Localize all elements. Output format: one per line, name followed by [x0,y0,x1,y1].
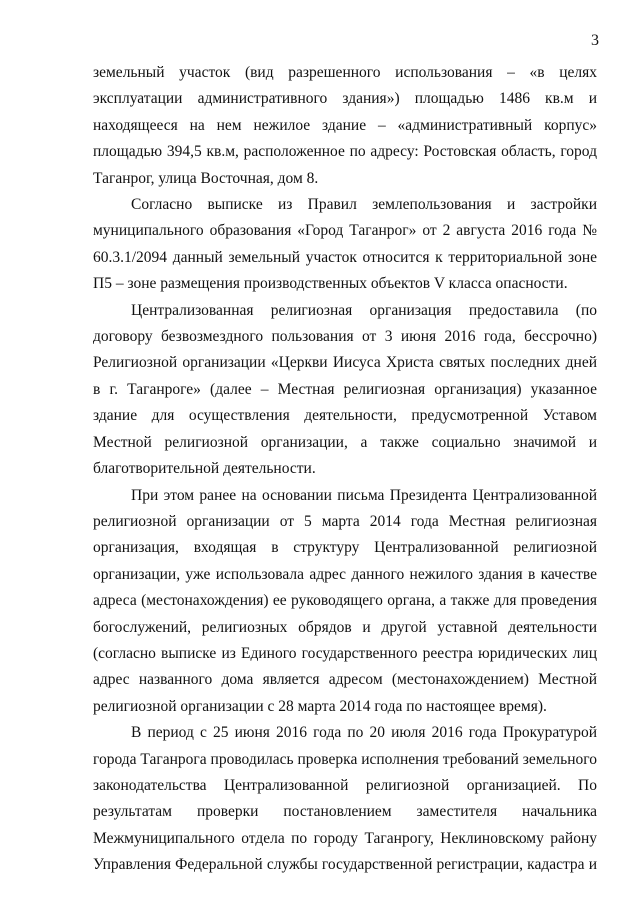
paragraph-land-plot: земельный участок (вид разрешенного использования – «в целях эксплуатации административного здания») площадью 1486 кв.м и находящееся на нем нежилое здание – «административный корпус» площадью 394,5 кв.м, расположенное по адресу: Ростовская область, город Таганрог, улица Восточная, дом 8. [93,64,597,187]
paragraph-free-use-agreement: Централизованная религиозная организация предоставила (по договору безвозмездного пользования от 3 июня 2016 года, бессрочно) Религиозной организации «Церкви Иисуса Христа святых последних дней в г. Таганроге» (далее – Местная религиозная организация) указанное здание для осуществления деятельности, предусмотренной Уставом Местной религиозной организации, а также социально значимой и благотворительной деятельности. [93,301,597,478]
paragraph-zoning-rules: Согласно выписке из Правил землепользования и застройки муниципального образования «Город Таганрог» от 2 августа 2016 года № 60.3.1/2094 данный земельный участок относится к территориальной зоне П5 – зоне размещения производственных объектов V класса опасности. [93,196,597,293]
paragraph-prior-address-use: При этом ранее на основании письма Президента Централизованной религиозной организации от 5 марта 2014 года Местная религиозная организация, входящая в структуру Централизованной религиозной организации, уже использовала адрес данного нежилого здания в качестве адреса (местонахождения) ее руководящего органа, а также для проведения богослужений, религиозных обрядов и другой уставной деятельности (согласно выписке из Единого государственного реестра юридических лиц адрес названного дома является адресом (местонахождением) Местной религиозной организации с 28 марта 2014 года по настоящее время). [93,486,597,715]
page-number: 3 [591,32,599,49]
paragraph-prosecutor-inspection: В период с 25 июня 2016 года по 20 июля 2016 года Прокуратурой города Таганрога проводилась проверка исполнения требований земельного законодательства Централизованной религиозной организацией. По результатам проверки постановлением заместителя начальника Межмуниципального отдела по городу Таганрогу, Неклиновскому району Управления Федеральной службы государственной регистрации, кадастра и [93,724,597,874]
document-body [93,60,597,879]
